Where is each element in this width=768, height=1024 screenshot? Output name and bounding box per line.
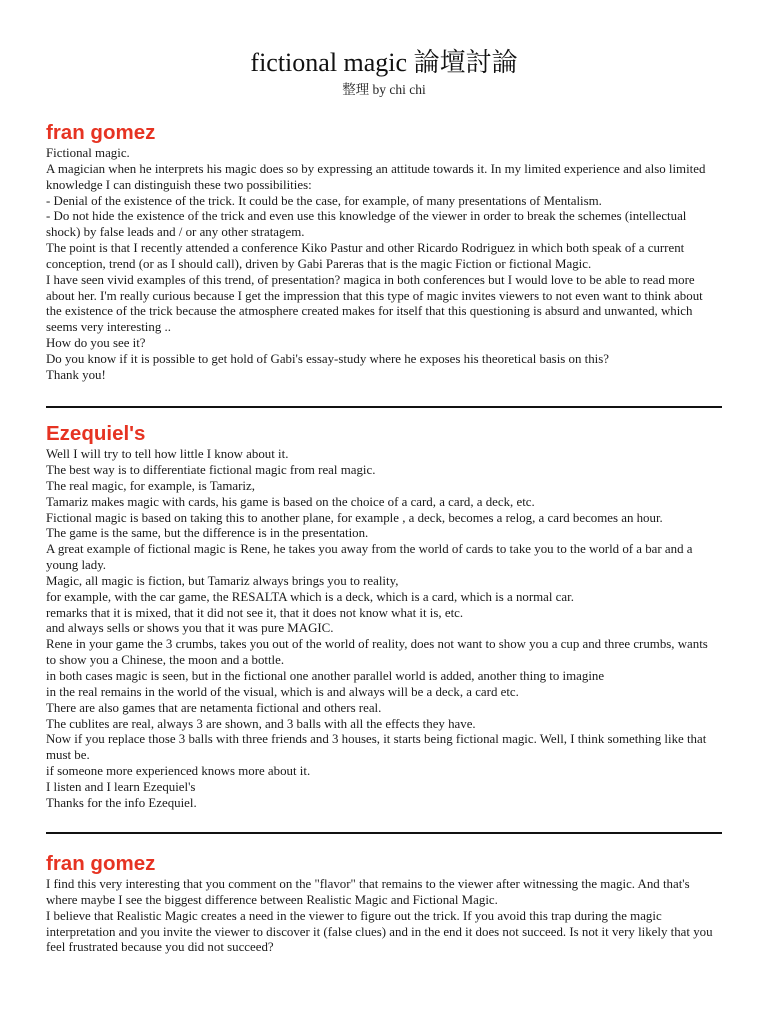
post-line: seems very interesting .. xyxy=(46,320,171,335)
post-body xyxy=(46,877,722,956)
post-line: Well I will try to tell how little I know about it. xyxy=(46,447,289,462)
post-line: and always sells or shows you that it was pure MAGIC. xyxy=(46,621,334,636)
post-line: The point is that I recently attended a conference Kiko Pastur and other Ricardo Rodriguez in which both speak of a current xyxy=(46,241,685,256)
post-line: Thanks for the info Ezequiel. xyxy=(46,795,197,810)
post-line: I believe that Realistic Magic creates a need in the viewer to figure out the trick. If you avoid this trap during the magic xyxy=(46,908,662,923)
post-body xyxy=(46,447,722,811)
post-line: about her. I'm really curious because I get the impression that this type of magic invites viewers to not even want to think about xyxy=(46,288,703,303)
post-body xyxy=(46,146,722,384)
post-divider xyxy=(46,406,722,408)
post-line: - Do not hide the existence of the trick and even use this knowledge of the viewer in order to break the schemes (intellectual xyxy=(46,209,687,224)
document-subtitle: 整理 by chi chi xyxy=(342,82,426,97)
post-line: remarks that it is mixed, that it did not see it, that it does not know what it is, etc. xyxy=(46,605,464,620)
forum-post xyxy=(46,423,722,811)
post-line: the existence of the trick because the atmosphere created makes for itself that this questioning is absurd and unwanted, which xyxy=(46,304,693,319)
forum-post xyxy=(46,122,722,384)
forum-post xyxy=(46,853,722,956)
post-line: How do you see it? xyxy=(46,336,146,351)
post-line: The cublites are real, always 3 are shown, and 3 balls with all the effects they have. xyxy=(46,716,476,731)
post-line: shock) by false leads and / or any other stratagem. xyxy=(46,225,305,240)
post-line: I listen and I learn Ezequiel's xyxy=(46,779,196,794)
post-line: if someone more experienced knows more about it. xyxy=(46,764,311,779)
post-line: in both cases magic is seen, but in the fictional one another parallel world is added, another thing to imagine xyxy=(46,668,605,683)
post-line: feel frustrated because you did not succeed? xyxy=(46,940,274,955)
post-line: The real magic, for example, is Tamariz, xyxy=(46,478,255,493)
document-header xyxy=(0,0,768,98)
post-line: in the real remains in the world of the visual, which is and always will be a deck, a card etc. xyxy=(46,684,519,699)
post-line: A great example of fictional magic is Rene, he takes you away from the world of cards to take you to the world of a bar and a xyxy=(46,542,693,557)
post-line: I find this very interesting that you comment on the "flavor" that remains to the viewer after witnessing the magic. And that's xyxy=(46,877,690,892)
post-line: The game is the same, but the difference is in the presentation. xyxy=(46,526,369,541)
forum-thread xyxy=(46,122,722,956)
post-line: The best way is to differentiate fictional magic from real magic. xyxy=(46,463,376,477)
post-line: A magician when he interprets his magic does so by expressing an attitude towards it. In my limited experience and also limited xyxy=(46,161,706,176)
post-line: for example, with the car game, the RESALTA which is a deck, which is a card, which is a normal car. xyxy=(46,589,574,604)
post-line: Thank you! xyxy=(46,367,106,382)
post-line: knowledge I can distinguish these two possibilities: xyxy=(46,177,312,192)
post-line: I have seen vivid examples of this trend, of presentation? magica in both conferences but I would love to be able to read more xyxy=(46,272,695,287)
post-line: Magic, all magic is fiction, but Tamariz always brings you to reality, xyxy=(46,573,399,588)
document-title: fictional magic 論壇討論 xyxy=(250,48,518,77)
post-line: interpretation and you invite the viewer to discover it (false clues) and in the end it does not succeed. Is not it very likely that you xyxy=(46,924,713,939)
post-line: Tamariz makes magic with cards, his game is based on the choice of a card, a card, a deck, etc. xyxy=(46,494,535,509)
post-author: fran gomez xyxy=(46,121,156,144)
post-line: must be. xyxy=(46,748,90,763)
post-line: conception, trend (or as I should call), driven by Gabi Pareras that is the magic Fiction or fictional Magic. xyxy=(46,256,592,271)
post-line: There are also games that are netamenta fictional and others real. xyxy=(46,700,382,715)
post-line: young lady. xyxy=(46,558,107,573)
post-divider xyxy=(46,832,722,834)
post-line: Fictional magic is based on taking this to another plane, for example , a deck, becomes a relog, a card becomes an hour. xyxy=(46,510,663,525)
post-line: to show you a Chinese, the moon and a bottle. xyxy=(46,653,285,668)
post-author: Ezequiel's xyxy=(46,422,146,446)
post-line: Now if you replace those 3 balls with three friends and 3 houses, it starts being fictional magic. Well, I think something like that xyxy=(46,732,707,747)
post-line: Rene in your game the 3 crumbs, takes you out of the world of reality, does not want to show you a cup and three crumbs, wants xyxy=(46,637,708,652)
post-line: where maybe I see the biggest difference between Realistic Magic and Fictional Magic. xyxy=(46,892,498,907)
post-line: Do you know if it is possible to get hold of Gabi's essay-study where he exposes his theoretical basis on this? xyxy=(46,351,609,366)
post-line: Fictional magic. xyxy=(46,146,130,160)
post-author: fran gomez xyxy=(46,852,156,876)
post-line: - Denial of the existence of the trick. It could be the case, for example, of many presentations of Mentalism. xyxy=(46,193,602,208)
